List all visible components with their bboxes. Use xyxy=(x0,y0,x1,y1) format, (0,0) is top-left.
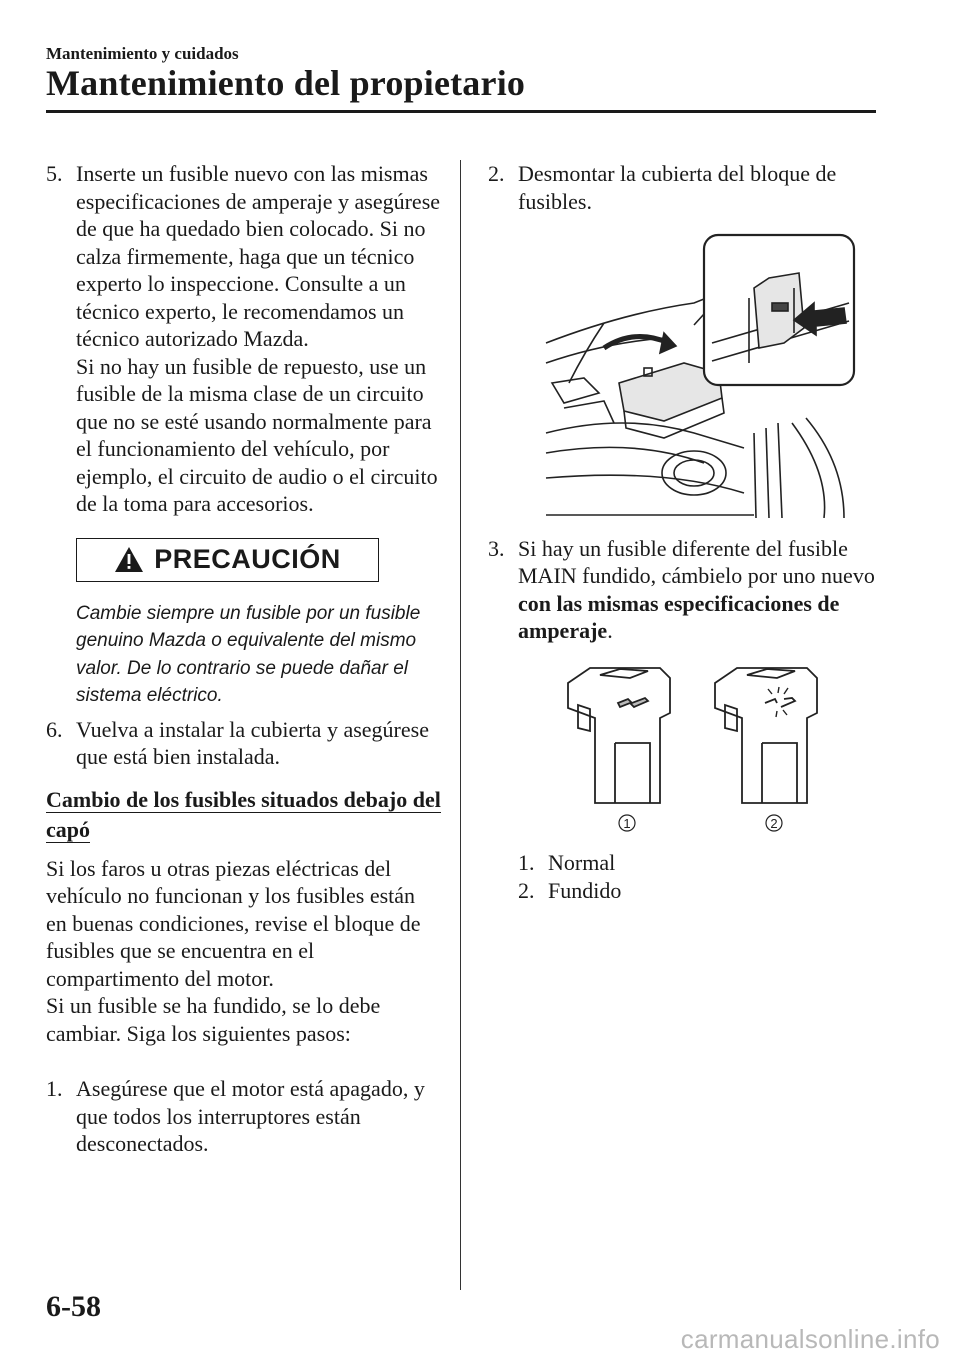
right-column xyxy=(488,160,888,904)
section-header: Mantenimiento y cuidados xyxy=(46,44,239,63)
legend-text: Fundido xyxy=(548,877,622,903)
step-number: 1. xyxy=(46,1076,63,1101)
step-text xyxy=(518,535,888,645)
column-divider xyxy=(460,160,461,1290)
legend-number: 1. xyxy=(518,850,535,875)
section-title-text: Cambio de los fusibles situados debajo del capó xyxy=(46,786,441,842)
figure-legend xyxy=(518,849,888,904)
section-title xyxy=(46,785,441,845)
step-5 xyxy=(46,160,441,518)
step-text-spare: Si no hay un fusible de repuesto, use un fusible de la misma clase de un circuito que no se esté usando normalmente para el funcionamiento del vehículo, por ejemplo, el circuito de audio o el circuito de la toma para accesorios. xyxy=(76,353,438,516)
step-2 xyxy=(488,160,888,215)
caution-box xyxy=(76,538,379,582)
warning-icon xyxy=(114,546,144,573)
body-paragraph: Si un fusible se ha fundido, se lo debe cambiar. Siga los siguientes pasos: xyxy=(46,993,381,1046)
step-text-bold: con las mismas especificaciones de amperaje xyxy=(518,590,840,643)
step-3 xyxy=(488,535,888,645)
step-number: 2. xyxy=(488,161,505,186)
legend-text: Normal xyxy=(548,850,616,875)
step-number: 3. xyxy=(488,535,505,561)
fuse-comparison-illustration xyxy=(560,663,820,833)
watermark: carmanualsonline.info xyxy=(680,1324,940,1354)
step-1 xyxy=(46,1075,441,1158)
left-column xyxy=(46,160,441,1158)
figure-label-1: 1 xyxy=(623,815,631,831)
step-6 xyxy=(46,716,441,771)
step-text: Vuelva a instalar la cubierta y asegúrese que está bien instalada. xyxy=(76,716,429,769)
step-number: 6. xyxy=(46,716,63,742)
caution-text: Cambie siempre un fusible por un fusible genuino Mazda o equivalente del mismo valor. De lo contrario se puede dañar el sistema eléctrico. xyxy=(76,602,421,706)
step-text: Desmontar la cubierta del bloque de fusibles. xyxy=(518,161,837,214)
step-text: Asegúrese que el motor está apagado, y que todos los interruptores están desconectados. xyxy=(76,1076,425,1156)
legend-item xyxy=(518,849,888,877)
body-paragraph: Si los faros u otras piezas eléctricas del vehículo no funcionan y los fusibles están en buenas condiciones, revise el bloque de fusibles que se encuentra en el compartimento del motor. xyxy=(46,855,421,991)
step-text-a: Si hay un fusible diferente del fusible MAIN fundido, cámbielo por uno nuevo xyxy=(518,535,875,588)
legend-number: 2. xyxy=(518,877,535,903)
step-text: Inserte un fusible nuevo con las mismas especificaciones de amperaje y asegúrese de que ha quedado bien colocado. Si no calza firmemente, haga que un técnico experto lo inspeccione. Consulte a un técnico experto, le recomendamos un técnico autorizado Mazda. xyxy=(76,161,441,351)
page-title: Mantenimiento del propietario xyxy=(46,63,526,103)
figure-label-2: 2 xyxy=(770,815,778,831)
header-rule xyxy=(46,110,876,113)
caution-title: PRECAUCIÓN xyxy=(154,543,341,574)
page-number: 6-58 xyxy=(46,1290,101,1323)
step-text-c: . xyxy=(607,618,613,643)
step-number: 5. xyxy=(46,161,63,186)
legend-item xyxy=(518,877,888,905)
fuse-block-cover-illustration xyxy=(544,233,856,518)
